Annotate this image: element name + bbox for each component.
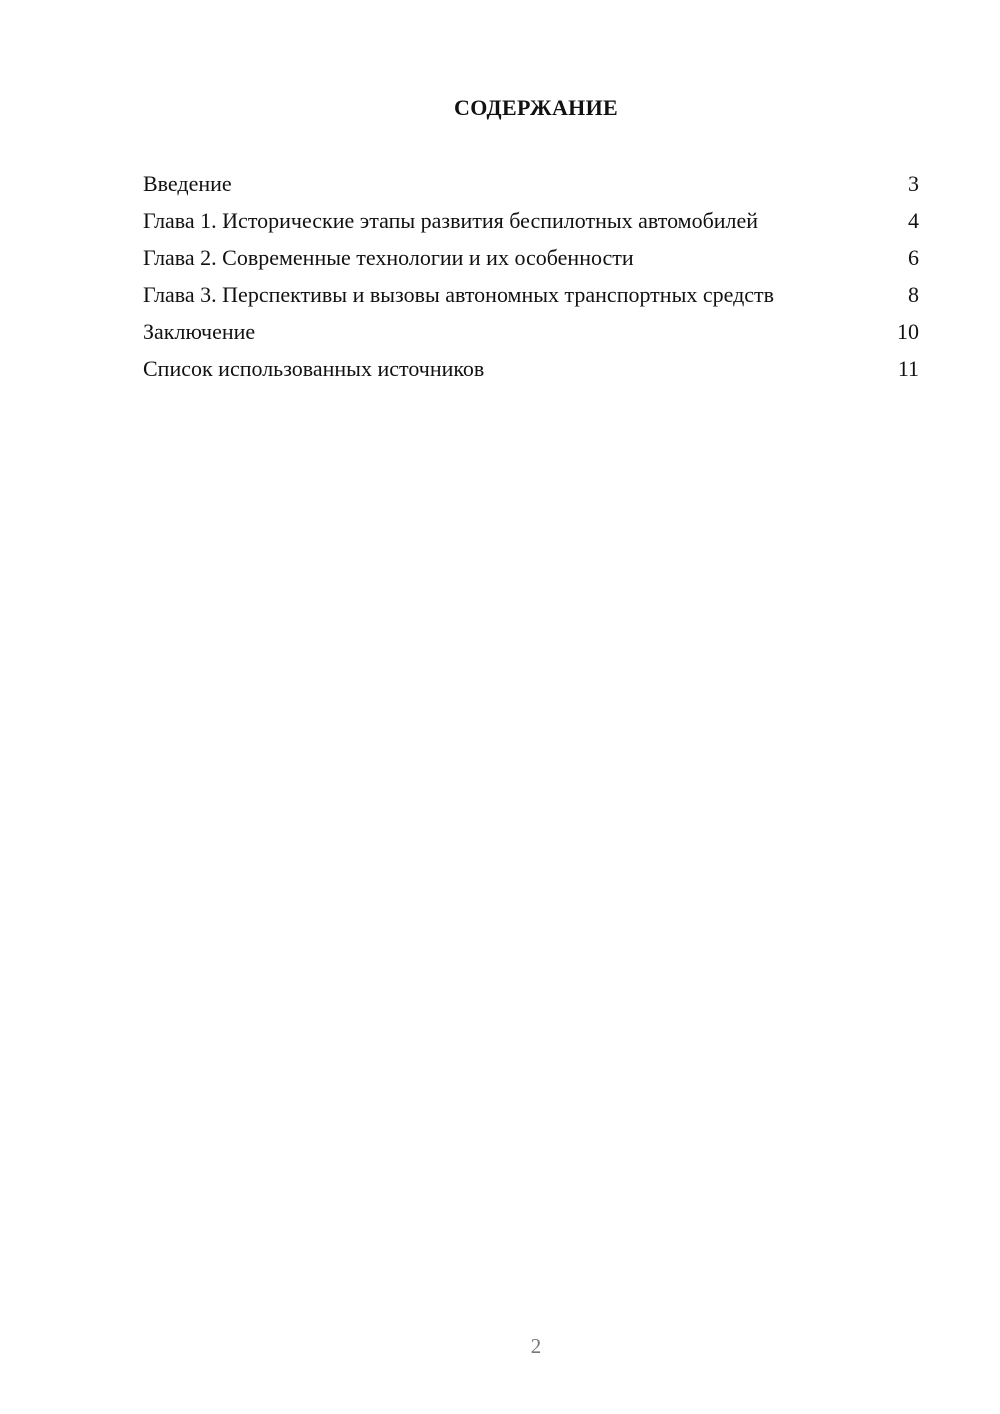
toc-entry-text: Глава 2. Современные технологии и их особенности <box>143 245 634 270</box>
toc-entry-page: 10 <box>897 319 919 344</box>
toc-entry-text: Глава 3. Перспективы и вызовы автономных транспортных средств <box>143 282 775 307</box>
toc-title: СОДЕРЖАНИЕ <box>454 95 618 120</box>
toc-entry-text: Глава 1. Исторические этапы развития беспилотных автомобилей <box>143 208 759 233</box>
toc-entry <box>143 170 919 197</box>
toc-entry-text: Заключение <box>143 319 256 344</box>
toc-entry-page: 3 <box>908 171 919 196</box>
toc-entry <box>143 355 919 382</box>
toc-entry-text: Введение <box>143 171 232 196</box>
toc-entry <box>143 244 919 271</box>
toc-entry-page: 11 <box>897 356 919 381</box>
table-of-contents <box>143 170 919 392</box>
page-number: 2 <box>530 1334 542 1358</box>
toc-entry <box>143 318 919 345</box>
toc-entry-page: 6 <box>908 245 919 270</box>
toc-entry-page: 4 <box>908 208 919 233</box>
toc-entry <box>143 281 919 308</box>
toc-entry-text: Список использованных источников <box>143 356 485 381</box>
toc-entry <box>143 207 919 234</box>
toc-entry-page: 8 <box>908 282 919 307</box>
